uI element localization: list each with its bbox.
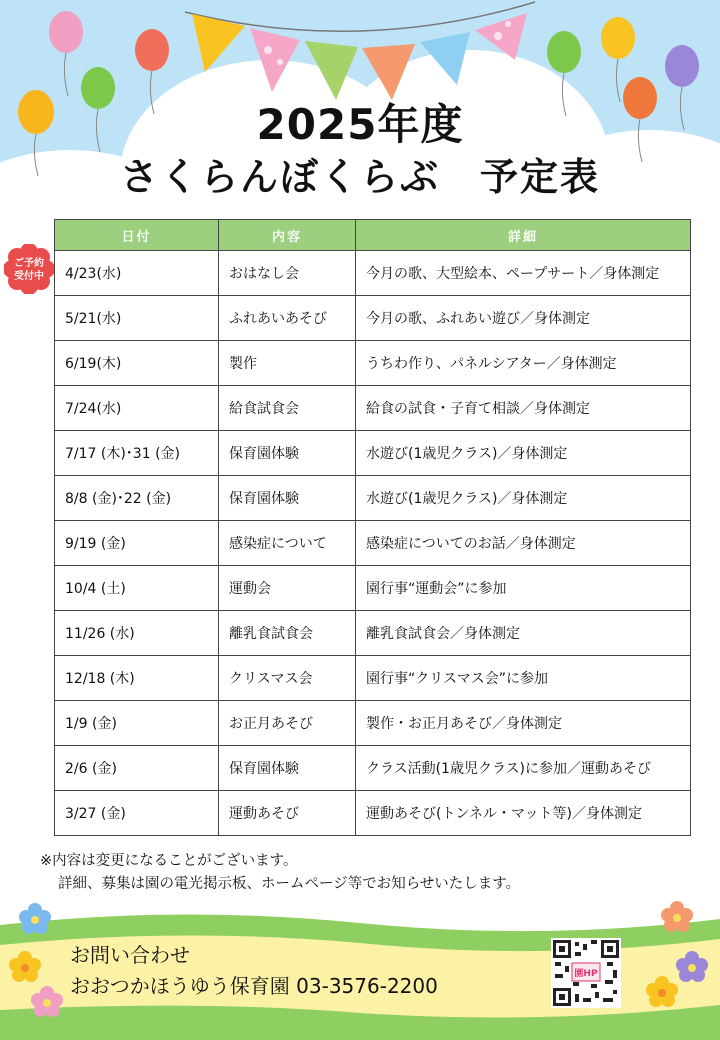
cell-detail: 園行事“運動会”に参加 (356, 566, 691, 611)
cell-date: 10/4 (土) (55, 566, 219, 611)
table-row (55, 746, 691, 791)
cell-content: 保育園体験 (219, 431, 356, 476)
schedule-table (54, 219, 690, 836)
cell-content: 離乳食試食会 (219, 611, 356, 656)
header-date: 日付 (55, 220, 219, 251)
table-row (55, 296, 691, 341)
flower-yellow-2-icon (645, 975, 679, 1015)
qr-label: 園HP (574, 969, 598, 979)
note-change: ※内容は変更になることがございます。 (40, 853, 298, 869)
contact-label: お問い合わせ (70, 943, 190, 967)
table-row (55, 251, 691, 296)
cell-detail: 園行事“クリスマス会”に参加 (356, 656, 691, 701)
notes (40, 850, 520, 896)
cell-detail: 水遊び(1歳児クラス)／身体測定 (356, 431, 691, 476)
flower-yellow-icon (8, 950, 42, 990)
cell-content: クリスマス会 (219, 656, 356, 701)
cell-content: 製作 (219, 341, 356, 386)
cell-content: 保育園体験 (219, 476, 356, 521)
table-row (55, 701, 691, 746)
cell-content: お正月あそび (219, 701, 356, 746)
table-row (55, 656, 691, 701)
cell-content: おはなし会 (219, 251, 356, 296)
cell-content: 感染症について (219, 521, 356, 566)
cell-content: 給食試食会 (219, 386, 356, 431)
cell-date: 4/23(水) (55, 251, 219, 296)
flower-pink-icon (30, 985, 64, 1025)
note-details: 詳細、募集は園の電光掲示板、ホームページ等でお知らせいたします。 (58, 876, 521, 892)
table-row (55, 566, 691, 611)
cell-date: 9/19 (金) (55, 521, 219, 566)
table-row (55, 386, 691, 431)
cell-content: 運動会 (219, 566, 356, 611)
table-row (55, 476, 691, 521)
badge-line1: ご予約 (14, 258, 44, 269)
cell-date: 5/21(水) (55, 296, 219, 341)
table-row (55, 341, 691, 386)
contact-org-phone: おおつかほうゆう保育園 03-3576-2200 (70, 974, 438, 998)
cell-date: 7/17 (木)･31 (金) (55, 431, 219, 476)
cell-date: 1/9 (金) (55, 701, 219, 746)
table-row (55, 611, 691, 656)
cell-date: 8/8 (金)･22 (金) (55, 476, 219, 521)
table-row (55, 431, 691, 476)
cell-detail: クラス活動(1歳児クラス)に参加／運動あそび (356, 746, 691, 791)
flag-pink (250, 28, 300, 92)
cell-detail: 運動あそび(トンネル・マット等)／身体測定 (356, 791, 691, 836)
table-row (55, 791, 691, 836)
cell-detail: 水遊び(1歳児クラス)／身体測定 (356, 476, 691, 521)
cell-detail: 今月の歌、ふれあい遊び／身体測定 (356, 296, 691, 341)
title-year: 2025年度 (256, 100, 464, 149)
flower-purple-icon (675, 950, 709, 990)
flower-blue-icon (18, 902, 52, 942)
badge-line2: 受付中 (14, 271, 44, 282)
cell-detail: 製作・お正月あそび／身体測定 (356, 701, 691, 746)
flag-blue (420, 32, 470, 85)
qr-code[interactable] (551, 938, 621, 1008)
reservation-badge (4, 244, 54, 294)
cell-detail: 今月の歌、大型絵本、ペープサート／身体測定 (356, 251, 691, 296)
cell-content: ふれあいあそび (219, 296, 356, 341)
cell-detail: 離乳食試食会／身体測定 (356, 611, 691, 656)
header-content: 内容 (219, 220, 356, 251)
table-row (55, 521, 691, 566)
cell-date: 3/27 (金) (55, 791, 219, 836)
cell-content: 保育園体験 (219, 746, 356, 791)
cell-detail: うちわ作り、パネルシアター／身体測定 (356, 341, 691, 386)
flower-orange-icon (660, 900, 694, 940)
cell-date: 2/6 (金) (55, 746, 219, 791)
cell-date: 11/26 (水) (55, 611, 219, 656)
cell-date: 7/24(水) (55, 386, 219, 431)
title-name: さくらんぼくらぶ 予定表 (119, 155, 600, 199)
cell-date: 6/19(木) (55, 341, 219, 386)
header-detail: 詳細 (356, 220, 691, 251)
cell-content: 運動あそび (219, 791, 356, 836)
cell-detail: 感染症についてのお話／身体測定 (356, 521, 691, 566)
contact-info (70, 940, 438, 1002)
cell-date: 12/18 (木) (55, 656, 219, 701)
cell-detail: 給食の試食・子育て相談／身体測定 (356, 386, 691, 431)
